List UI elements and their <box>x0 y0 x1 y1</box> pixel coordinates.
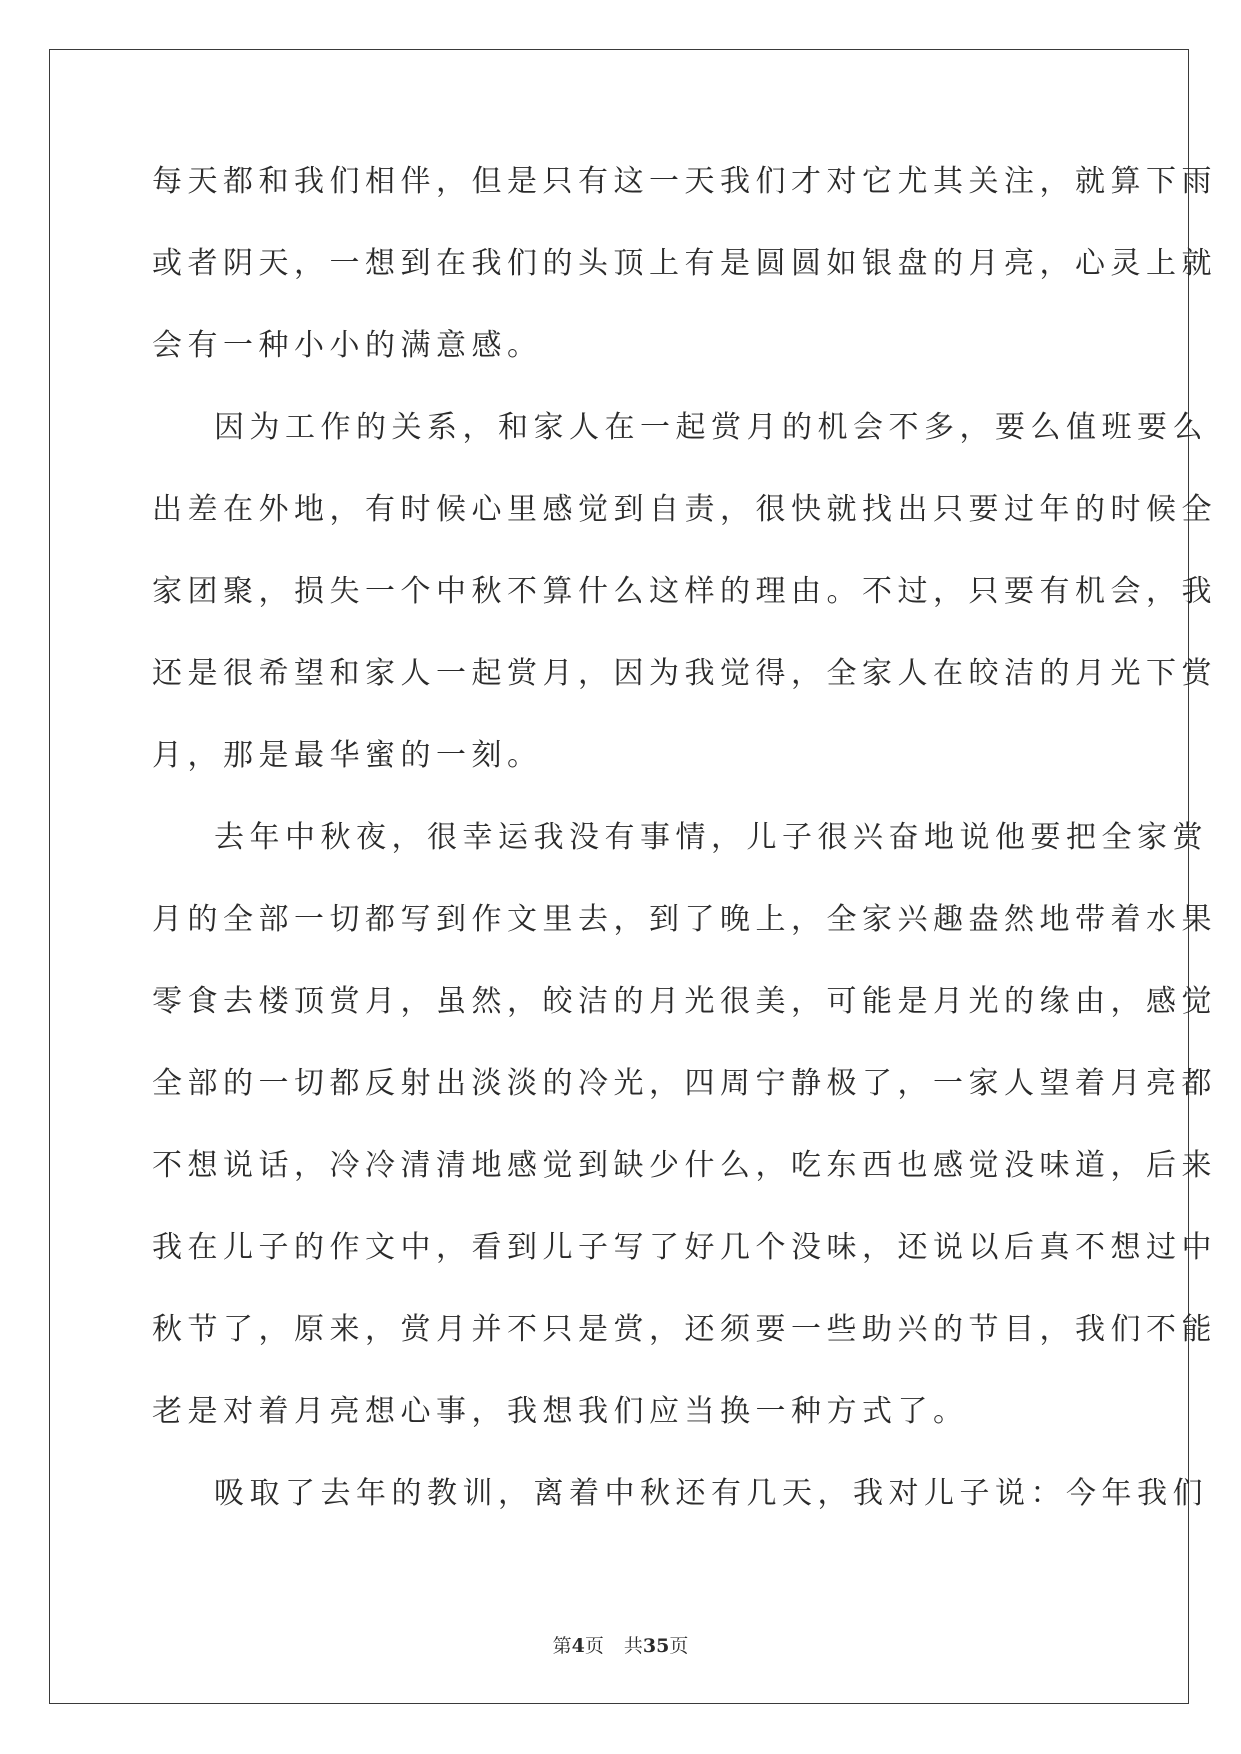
text-line: 月的全部一切都写到作文里去，到了晚上，全家兴趣盎然地带着水果 <box>152 902 1217 937</box>
footer-total-suffix: 页 <box>669 1635 689 1657</box>
text-line: 还是很希望和家人一起赏月，因为我觉得，全家人在皎洁的月光下赏 <box>152 656 1217 691</box>
total-pages-number: 35 <box>642 1635 670 1657</box>
document-body <box>152 164 1217 1558</box>
text-line: 全部的一切都反射出淡淡的冷光，四周宁静极了，一家人望着月亮都 <box>152 1066 1217 1101</box>
text-line: 月，那是最华蜜的一刻。 <box>152 738 543 773</box>
text-line: 出差在外地，有时候心里感觉到自责，很快就找出只要过年的时候全 <box>152 492 1217 527</box>
footer-prefix: 第 <box>552 1635 572 1657</box>
text-line: 或者阴天，一想到在我们的头顶上有是圆圆如银盘的月亮，心灵上就 <box>152 246 1217 281</box>
footer-page-word: 页 <box>584 1635 604 1657</box>
current-page-number: 4 <box>571 1635 585 1657</box>
text-line: 秋节了，原来，赏月并不只是赏，还须要一些助兴的节目，我们不能 <box>152 1312 1217 1347</box>
text-line: 零食去楼顶赏月，虽然，皎洁的月光很美，可能是月光的缘由，感觉 <box>152 984 1217 1019</box>
page-footer <box>0 1631 1241 1658</box>
text-line: 会有一种小小的满意感。 <box>152 328 543 363</box>
text-line: 每天都和我们相伴，但是只有这一天我们才对它尤其关注，就算下雨 <box>152 164 1217 199</box>
text-line: 老是对着月亮想心事，我想我们应当换一种方式了。 <box>152 1394 969 1429</box>
text-line: 家团聚，损失一个中秋不算什么这样的理由。不过，只要有机会，我 <box>152 574 1217 609</box>
footer-total-prefix: 共 <box>623 1635 643 1657</box>
text-line: 不想说话，冷冷清清地感觉到缺少什么，吃东西也感觉没味道，后来 <box>152 1148 1217 1183</box>
text-line: 我在儿子的作文中，看到儿子写了好几个没味，还说以后真不想过中 <box>152 1230 1217 1265</box>
paragraph-first-line: 去年中秋夜，很幸运我没有事情，儿子很兴奋地说他要把全家赏 <box>214 820 1208 855</box>
paragraph-first-line: 因为工作的关系，和家人在一起赏月的机会不多，要么值班要么 <box>214 410 1208 445</box>
paragraph-first-line: 吸取了去年的教训，离着中秋还有几天，我对儿子说：今年我们 <box>214 1476 1208 1511</box>
